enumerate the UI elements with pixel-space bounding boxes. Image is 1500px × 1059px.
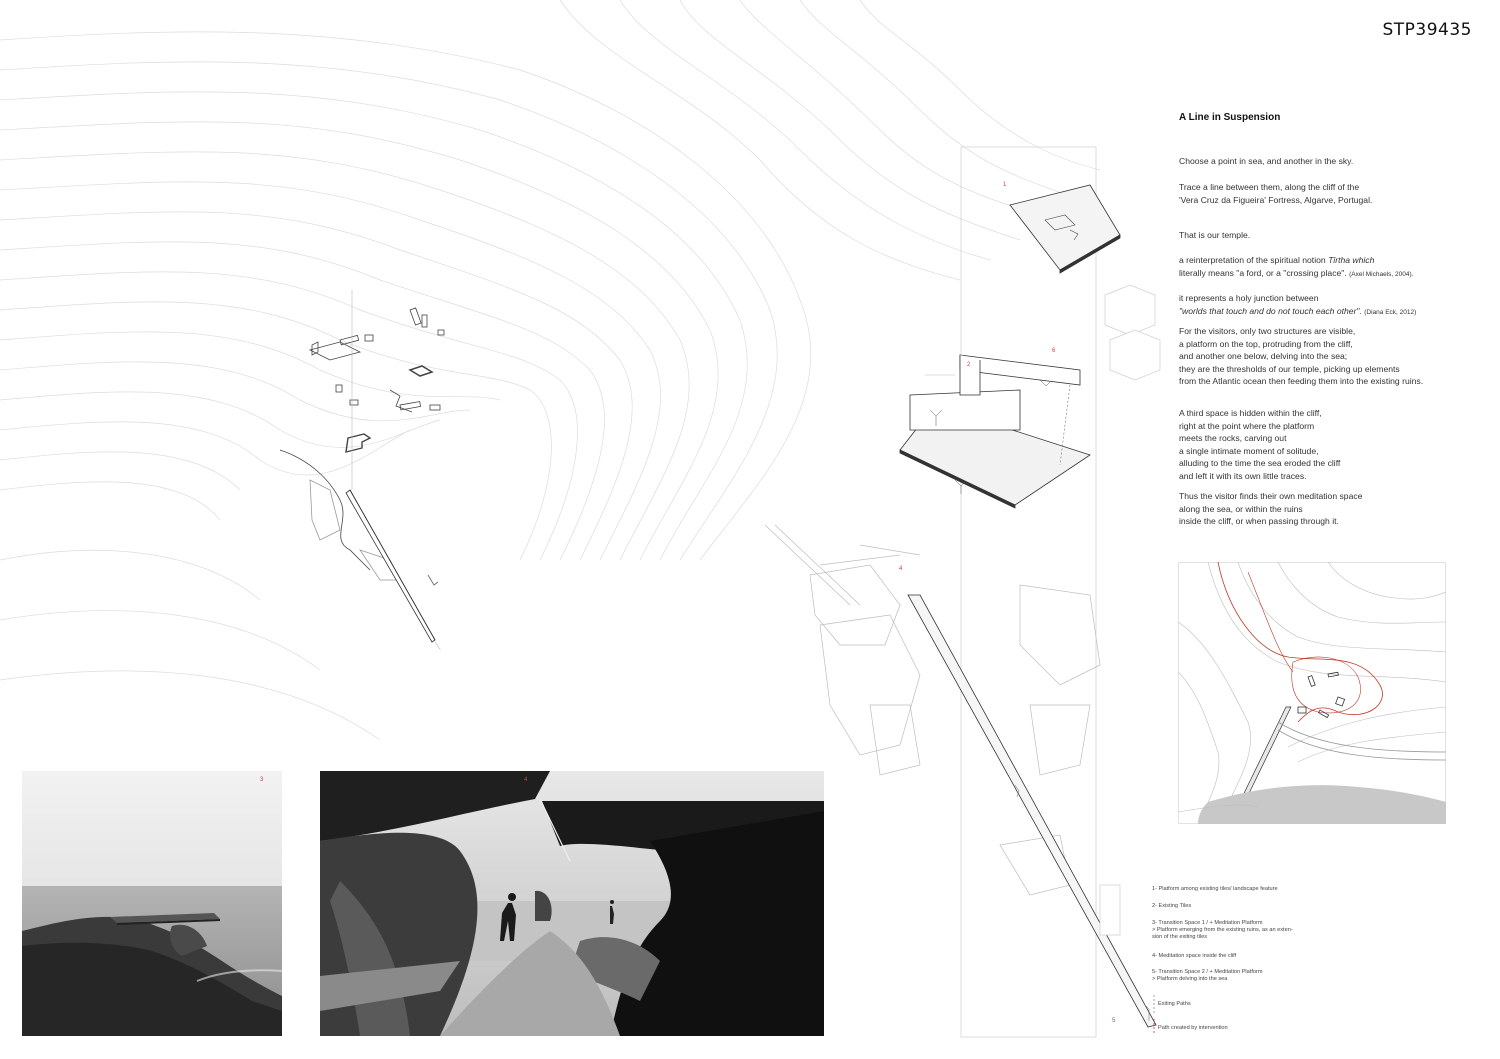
legend-item-5: 5- Transition Space 2 / + Meditation Platform > Platform delving into the sea: [1152, 969, 1263, 982]
paragraph-2: Trace a line between them, along the cliff of the 'Vera Cruz da Figueira' Fortress, Algarve, Portugal.: [1179, 182, 1373, 205]
paragraph-1: Choose a point in sea, and another in the sky.: [1179, 156, 1354, 166]
location-map: [1178, 562, 1446, 824]
legend-item-new-path: Path created by intervention: [1158, 1025, 1228, 1031]
legend-item-4: 4- Meditation space inside the cliff: [1152, 953, 1237, 959]
paragraph-7: A third space is hidden within the cliff, right at the point where the platform meets the rocks, carving out a single intimate moment of solitude, alluding to the time the sea eroded the cliff and left it with its own little traces.: [1179, 408, 1341, 481]
marker-4-axo: 4: [899, 566, 903, 572]
marker-2: 2: [967, 362, 971, 368]
marker-1: 1: [1003, 182, 1007, 188]
marker-3: 3: [260, 777, 264, 783]
legend-item-3: 3- Transition Space 1 / + Meditation Platform > Platform emerging from the existing ruins, as an exten- sion of the exiting tiles: [1152, 920, 1293, 940]
legend-path-swatches: [1150, 993, 1158, 1038]
project-title: A Line in Suspension: [1179, 112, 1281, 123]
board-code: STP39435: [1382, 20, 1472, 40]
photo-cave-meditation: [320, 771, 824, 1036]
marker-6: 6: [1052, 348, 1056, 354]
legend-item-existing-paths: Exiting Paths: [1158, 1001, 1191, 1007]
marker-5: 5: [1112, 1018, 1116, 1024]
paragraph-6: For the visitors, only two structures are visible, a platform on the top, protruding from the cliff, and another one below, delving into the sea; they are the thresholds of our temple, picking up elements from the Atlantic ocean then feeding them into the existing ruins.: [1179, 326, 1424, 387]
legend-item-2: 2- Existing Tiles: [1152, 903, 1192, 909]
marker-4: 4: [524, 777, 528, 783]
paragraph-5: it represents a holy junction between "worlds that touch and do not touch each other". (Diana Eck, 2012): [1179, 293, 1417, 316]
paragraph-3: That is our temple.: [1179, 230, 1251, 240]
paragraph-4: a reinterpretation of the spiritual notion Tīrtha which literally means "a ford, or a "crossing place". (Axel Michaels, 2004).: [1179, 255, 1414, 278]
paragraph-8: Thus the visitor finds their own meditation space along the sea, or within the ruins inside the cliff, or when passing through it.: [1179, 491, 1363, 527]
site-plan-drawing: [250, 290, 490, 650]
photo-cliff-platform: [22, 771, 282, 1036]
legend-item-1: 1- Platform among existing tiles/ landscape feature: [1152, 886, 1278, 892]
